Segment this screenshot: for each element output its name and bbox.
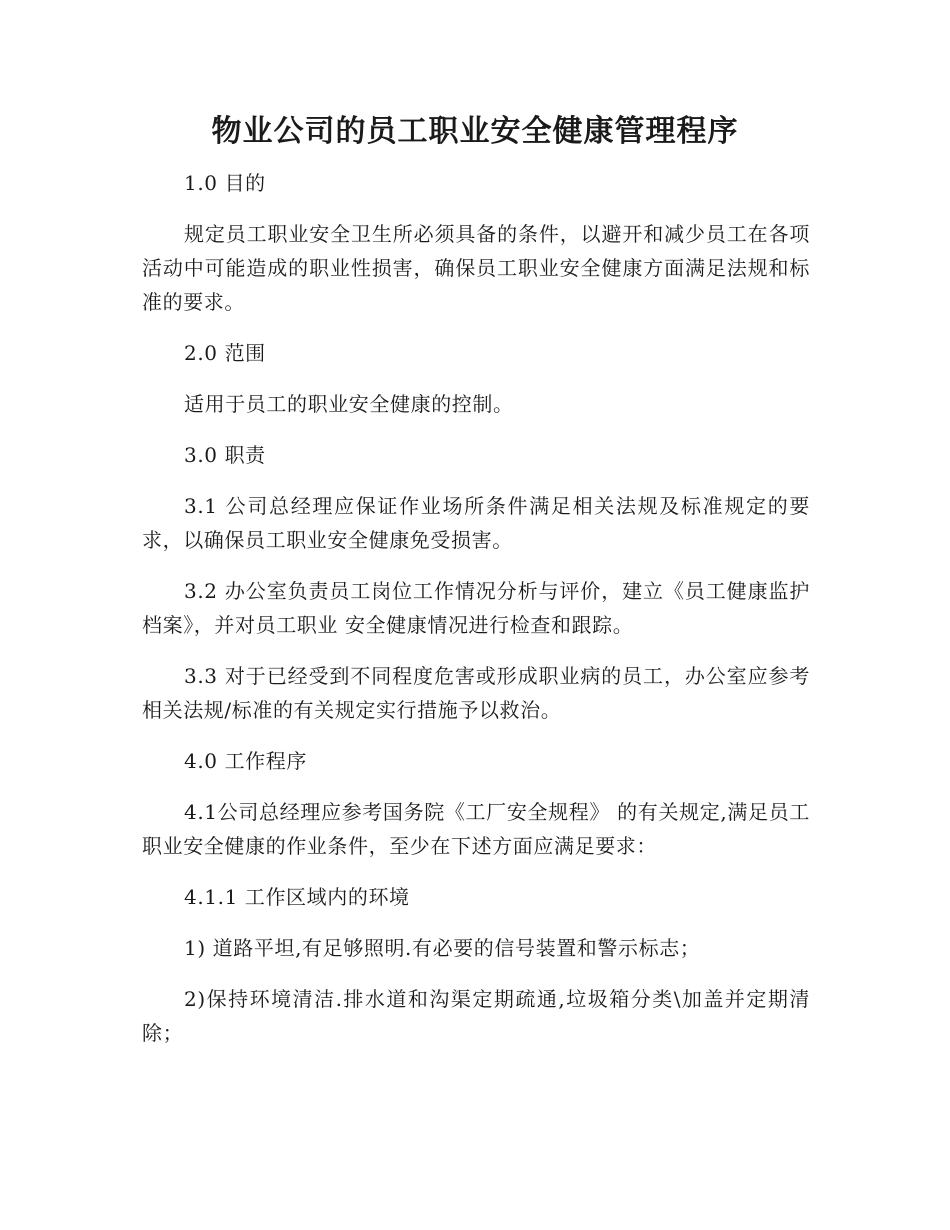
- document-body: [142, 166, 810, 1067]
- list-item-1: 1) 道路平坦,有足够照明.有必要的信号装置和警示标志；: [184, 936, 701, 960]
- paragraph-purpose: 规定员工职业安全卫生所必须具备的条件，以避开和减少员工在各项活动中可能造成的职业性损害，确保员工职业安全健康方面满足法规和标准的要求。: [142, 222, 810, 314]
- section-heading-procedure: 4.0 工作程序: [184, 749, 307, 773]
- page-title: 物业公司的员工职业安全健康管理程序: [211, 114, 739, 149]
- paragraph-procedure-4-1: 4.1公司总经理应参考国务院《工厂安全规程》 的有关规定,满足员工职业安全健康的作业条件，至少在下述方面应满足要求：: [142, 800, 810, 858]
- paragraph-responsibility-3-3: 3.3 对于已经受到不同程度危害或形成职业病的员工，办公室应参考相关法规/标准的有关规定实行措施予以救治。: [142, 664, 810, 722]
- paragraph-responsibility-3-2: 3.2 办公室负责员工岗位工作情况分析与评价，建立《员工健康监护档案》，并对员工职业 安全健康情况进行检查和跟踪。: [142, 579, 810, 637]
- list-item-2: 2)保持环境清洁.排水道和沟渠定期疏通,垃圾箱分类\加盖并定期清除；: [142, 987, 810, 1045]
- paragraph-responsibility-3-1: 3.1 公司总经理应保证作业场所条件满足相关法规及标准规定的要求，以确保员工职业安全健康免受损害。: [142, 494, 810, 552]
- section-heading-responsibilities: 3.0 职责: [184, 443, 266, 467]
- section-heading-scope: 2.0 范围: [184, 341, 266, 365]
- paragraph-scope: 适用于员工的职业安全健康的控制。: [184, 392, 514, 416]
- subsection-heading-4-1-1: 4.1.1 工作区域内的环境: [184, 885, 410, 909]
- section-heading-purpose: 1.0 目的: [184, 171, 266, 195]
